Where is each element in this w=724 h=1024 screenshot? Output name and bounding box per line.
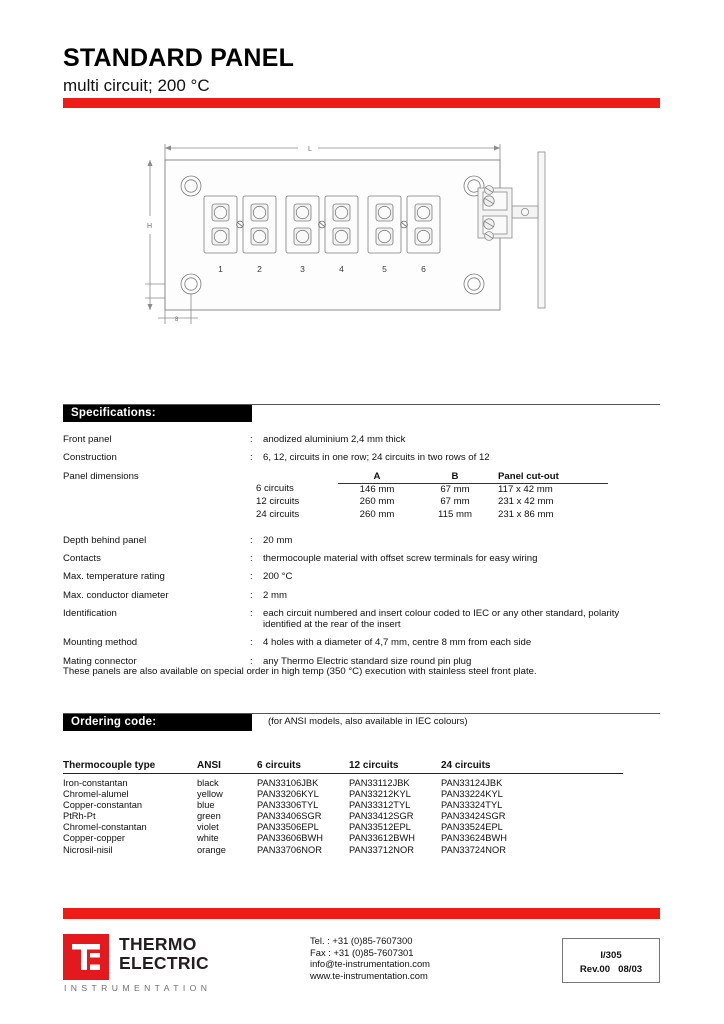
spec-colon: :	[250, 655, 253, 667]
table-row	[63, 844, 623, 855]
document-date: 08/03	[618, 964, 643, 975]
dim-cell-a: 260 mm	[359, 496, 395, 508]
dim-cell-cutout: 231 x 42 mm	[498, 496, 554, 508]
spec-row-mounting-method	[63, 637, 663, 648]
ordering-heading: Ordering code:	[63, 714, 252, 731]
logo-tagline: INSTRUMENTATION	[64, 983, 212, 993]
table-row	[63, 799, 623, 810]
spec-value: 200 °C	[263, 571, 293, 583]
spec-row-panel-dimensions	[63, 471, 663, 528]
document-code: I/305	[600, 950, 622, 961]
spec-label: Front panel	[63, 434, 112, 445]
dim-cell-circuits: 24 circuits	[256, 508, 300, 520]
order-cell-6: PAN33506EPL	[257, 822, 319, 833]
dimension-label-edge: 8	[175, 317, 179, 323]
dim-col-head-b: B	[416, 471, 494, 484]
te-monogram-mark	[63, 934, 109, 980]
header-accent-bar	[63, 98, 660, 108]
te-monogram-icon	[72, 944, 100, 970]
spec-label: Panel dimensions	[63, 470, 139, 482]
order-cell-ansi: green	[197, 811, 221, 822]
dim-cell-cutout: 117 x 42 mm	[498, 483, 553, 495]
order-cell-type: Chromel-constantan	[63, 822, 147, 833]
panel-technical-drawing	[140, 138, 620, 338]
dim-col-head-circuits	[256, 471, 338, 484]
specifications-footnote: These panels are also available on special order in high temp (350 °C) execution with stainless steel front plate.	[63, 666, 537, 677]
order-cell-24: PAN33324TYL	[441, 799, 503, 810]
spec-label: Identification	[63, 608, 117, 620]
order-cell-24: PAN33424SGR	[441, 811, 506, 822]
order-cell-24: PAN33524EPL	[441, 822, 503, 833]
order-cell-blank	[533, 810, 623, 821]
spec-value	[263, 608, 663, 630]
order-cell-6: PAN33606BWH	[257, 833, 323, 844]
dim-cell-cutout: 231 x 86 mm	[498, 508, 554, 520]
spec-label: Max. conductor diameter	[63, 589, 169, 601]
order-cell-12: PAN33512EPL	[349, 822, 411, 833]
spec-colon: :	[250, 571, 253, 583]
order-cell-type: Copper-copper	[63, 833, 126, 844]
order-col-head-24-circuits: 24 circuits	[441, 760, 533, 773]
order-cell-blank	[533, 844, 623, 855]
order-cell-type: Chromel-alumel	[63, 788, 129, 799]
dimension-label-height: H	[147, 223, 153, 230]
order-cell-blank	[533, 788, 623, 799]
table-row	[256, 483, 608, 496]
table-row	[63, 833, 623, 844]
panel-dimensions-table	[256, 471, 608, 522]
spec-row-construction	[63, 452, 663, 463]
dim-cell-a: 260 mm	[359, 508, 395, 520]
order-cell-type: Copper-constantan	[63, 799, 143, 810]
page-title: STANDARD PANEL	[63, 44, 295, 72]
dimension-label-length: L	[308, 146, 312, 153]
contact-block	[310, 935, 430, 981]
table-row	[256, 496, 608, 509]
order-cell-blank	[533, 822, 623, 833]
ordering-note: (for ANSI models, also available in IEC colours)	[268, 716, 468, 727]
dim-cell-a: 146 mm	[359, 483, 395, 495]
spec-row-max-temperature	[63, 571, 663, 582]
order-cell-12: PAN33412SGR	[349, 811, 414, 822]
order-col-head-ansi: ANSI	[197, 760, 257, 773]
order-cell-6: PAN33206KYL	[257, 788, 319, 799]
order-cell-blank	[533, 833, 623, 844]
order-cell-6: PAN33406SGR	[257, 811, 322, 822]
contact-fax: Fax : +31 (0)85-7607301	[310, 946, 414, 958]
page-subtitle: multi circuit; 200 °C	[63, 76, 210, 95]
order-cell-type: Nicrosil-nisil	[63, 844, 113, 855]
specifications-section-header	[63, 404, 660, 422]
order-cell-24: PAN33124JBK	[441, 777, 503, 788]
dim-cell-b: 67 mm	[440, 483, 470, 495]
ordering-section-header	[63, 713, 660, 731]
table-row	[63, 773, 623, 788]
order-cell-24: PAN33724NOR	[441, 844, 506, 855]
document-revision-box	[562, 938, 660, 983]
order-cell-24: PAN33224KYL	[441, 788, 503, 799]
spec-value: thermocouple material with offset screw terminals for easy wiring	[263, 553, 538, 565]
order-cell-ansi: violet	[197, 822, 219, 833]
spec-colon: :	[250, 452, 253, 464]
spec-value: any Thermo Electric standard size round pin plug	[263, 655, 472, 667]
spec-value: 2 mm	[263, 589, 287, 601]
table-row	[256, 509, 608, 522]
spec-colon: :	[250, 608, 253, 620]
spec-value-line2: identified at the rear of the insert	[263, 619, 401, 631]
svg-text:2: 2	[257, 264, 262, 274]
spec-value: anodized aluminium 2,4 mm thick	[263, 434, 406, 445]
logo-line-electric: ELECTRIC	[119, 953, 209, 973]
order-cell-6: PAN33306TYL	[257, 799, 319, 810]
spec-colon: :	[250, 637, 253, 649]
spec-label: Mounting method	[63, 637, 138, 649]
document-revision: Rev.00	[579, 964, 611, 975]
spec-row-depth	[63, 535, 663, 546]
order-cell-12: PAN33112JBK	[349, 777, 410, 788]
table-header-row	[63, 760, 623, 773]
order-col-head-type: Thermocouple type	[63, 760, 197, 773]
order-cell-blank	[533, 799, 623, 810]
spec-value: 20 mm	[263, 534, 293, 546]
order-cell-blank	[533, 773, 623, 788]
order-col-head-blank	[533, 760, 623, 773]
svg-text:1: 1	[218, 264, 223, 274]
spec-value-line1: each circuit numbered and insert colour coded to IEC or any other standard, polarity	[263, 608, 620, 620]
order-cell-ansi: black	[197, 777, 219, 788]
spec-colon: :	[250, 434, 253, 445]
spec-label: Mating connector	[63, 655, 137, 667]
spec-colon: :	[250, 589, 253, 601]
order-col-head-12-circuits: 12 circuits	[349, 760, 441, 773]
order-col-head-6-circuits: 6 circuits	[257, 760, 349, 773]
panel-drawing-svg	[140, 138, 620, 338]
footer-accent-bar	[63, 908, 660, 919]
specifications-list	[63, 434, 663, 674]
spec-value: 6, 12, circuits in one row; 24 circuits in two rows of 12	[263, 452, 490, 464]
order-cell-6: PAN33706NOR	[257, 844, 322, 855]
contact-tel: Tel. : +31 (0)85-7607300	[310, 935, 413, 946]
spec-label: Contacts	[63, 553, 101, 565]
dim-cell-b: 67 mm	[440, 496, 470, 508]
order-cell-12: PAN33212KYL	[349, 788, 411, 799]
logo-line-thermo: THERMO	[119, 934, 197, 954]
spec-label: Depth behind panel	[63, 534, 147, 546]
svg-text:6: 6	[421, 264, 426, 274]
table-row	[63, 810, 623, 821]
table-row	[63, 788, 623, 799]
order-cell-ansi: white	[197, 833, 219, 844]
svg-text:3: 3	[300, 264, 305, 274]
order-cell-ansi: yellow	[197, 788, 223, 799]
spec-label: Construction	[63, 452, 117, 464]
spec-colon: :	[250, 553, 253, 565]
spec-label: Max. temperature rating	[63, 571, 165, 583]
order-cell-type: Iron-constantan	[63, 777, 128, 788]
order-cell-12: PAN33612BWH	[349, 833, 415, 844]
spec-row-identification	[63, 608, 663, 630]
dim-col-head-a: A	[338, 471, 416, 484]
specifications-heading: Specifications:	[63, 405, 252, 422]
spec-row-contacts	[63, 553, 663, 564]
order-cell-12: PAN33312TYL	[349, 799, 411, 810]
order-cell-type: PtRh-Pt	[63, 811, 96, 822]
dim-cell-circuits: 6 circuits	[256, 483, 294, 495]
order-cell-12: PAN33712NOR	[349, 844, 414, 855]
order-cell-24: PAN33624BWH	[441, 833, 507, 844]
dim-cell-circuits: 12 circuits	[256, 496, 300, 508]
table-header-row	[256, 471, 608, 484]
spec-value: 4 holes with a diameter of 4,7 mm, centre 8 mm from each side	[263, 637, 532, 649]
order-cell-ansi: orange	[197, 844, 226, 855]
spec-row-front-panel	[63, 434, 663, 445]
dim-col-head-cutout: Panel cut-out	[494, 471, 608, 484]
dim-cell-b: 115 mm	[438, 508, 472, 520]
contact-email[interactable]: info@te-instrumentation.com	[310, 958, 430, 970]
ordering-code-table	[63, 760, 623, 855]
logo-wordmark	[119, 935, 209, 973]
table-row	[63, 822, 623, 833]
spec-colon: :	[250, 534, 253, 546]
svg-text:4: 4	[339, 264, 344, 274]
spec-row-max-conductor	[63, 590, 663, 601]
contact-website[interactable]: www.te-instrumentation.com	[310, 969, 428, 981]
order-cell-ansi: blue	[197, 799, 215, 810]
order-cell-6: PAN33106JBK	[257, 777, 319, 788]
document-revision-line	[563, 964, 659, 975]
svg-text:5: 5	[382, 264, 387, 274]
